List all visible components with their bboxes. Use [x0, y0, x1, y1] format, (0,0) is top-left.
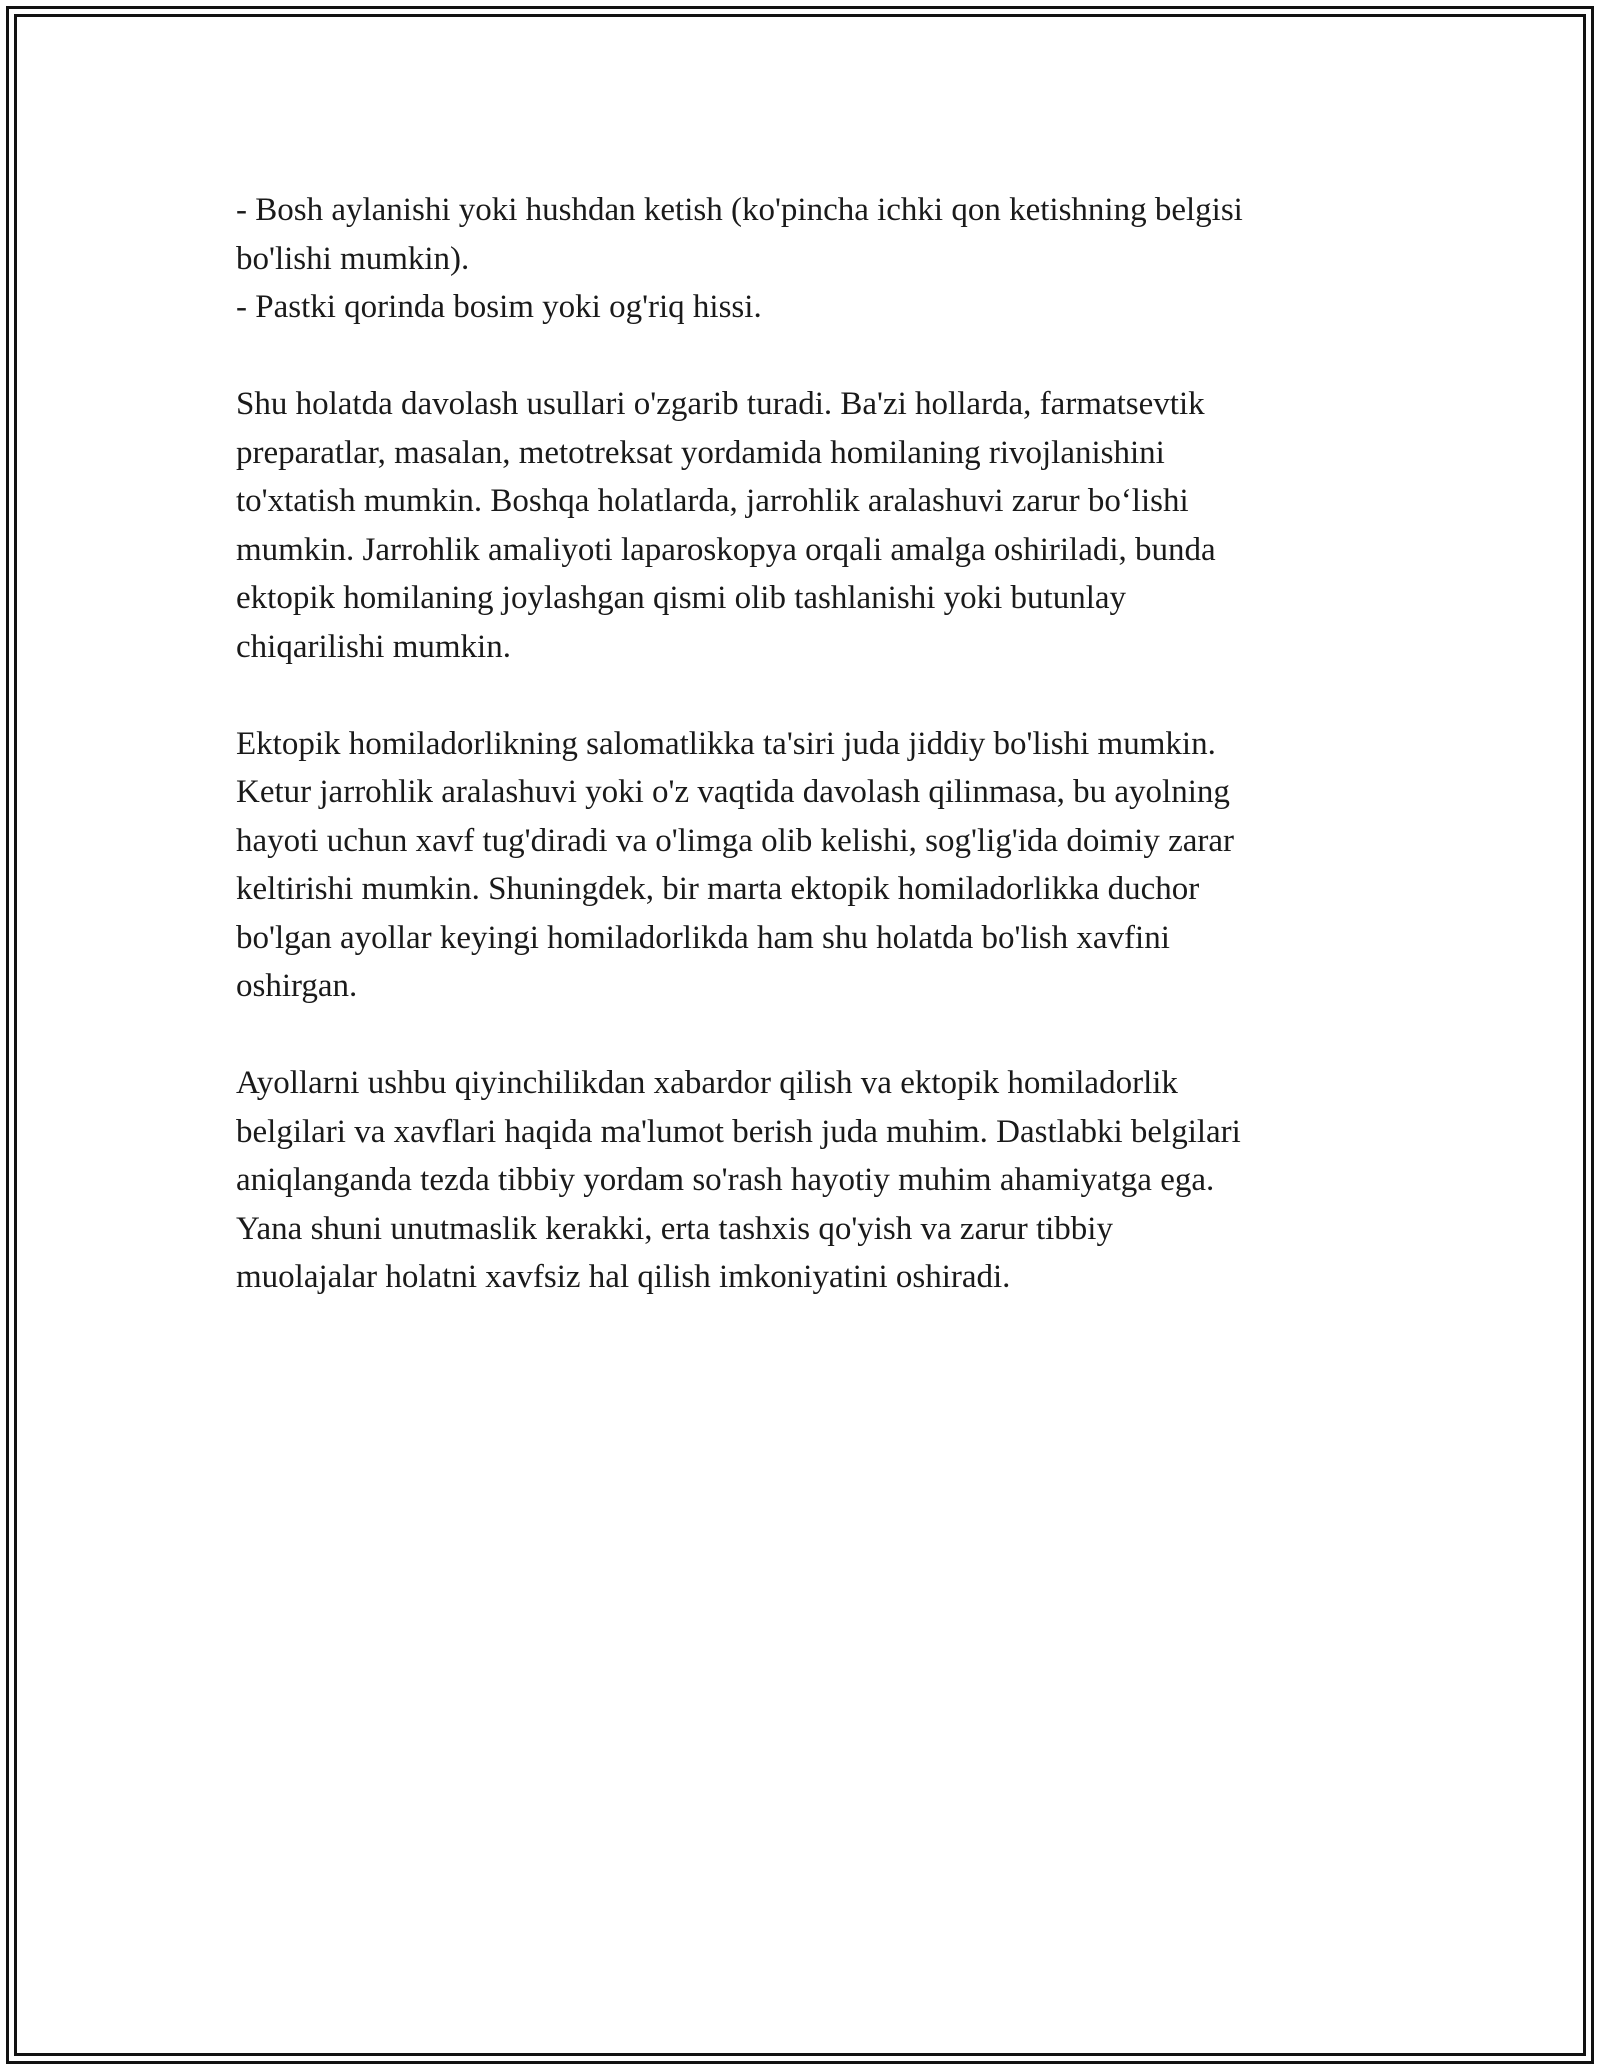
- bullet-list: [236, 186, 1366, 332]
- paragraph-spacer: [236, 332, 1366, 381]
- text-line: muolajalar holatni xavfsiz hal qilish imkoniyatini oshiradi.: [236, 1259, 1011, 1295]
- text-line: - Bosh aylanishi yoki hushdan ketish (ko'pincha ichki qon ketishning belgisi: [236, 192, 1243, 228]
- text-line: Ketur jarrohlik aralashuvi yoki o'z vaqtida davolash qilinmasa, bu ayolning: [236, 774, 1230, 810]
- text-line: oshirgan.: [236, 968, 358, 1004]
- text-line: belgilari va xavflari haqida ma'lumot berish juda muhim. Dastlabki belgilari: [236, 1113, 1241, 1150]
- list-item: [236, 186, 1366, 283]
- text-line: chiqarilishi mumkin.: [236, 628, 511, 665]
- text-line: - Pastki qorinda bosim yoki og'riq hissi.: [236, 289, 762, 325]
- text-line: keltirishi mumkin. Shuningdek, bir marta ektopik homiladorlikka duchor: [236, 871, 1200, 907]
- text-line: Shu holatda davolash usullari o'zgarib turadi. Ba'zi hollarda, farmatsevtik: [236, 386, 1205, 422]
- text-line: to'xtatish mumkin. Boshqa holatlarda, jarrohlik aralashuvi zarur bo‘lishi: [236, 483, 1189, 519]
- text-line: preparatlar, masalan, metotreksat yordamida homilaning rivojlanishini: [236, 434, 1165, 471]
- text-line: Ayollarni ushbu qiyinchilikdan xabardor qilish va ektopik homiladorlik: [236, 1065, 1178, 1101]
- text-line: bo'lgan ayollar keyingi homiladorlikda ham shu holatda bo'lish xavfini: [236, 919, 1170, 956]
- text-line: aniqlanganda tezda tibbiy yordam so'rash hayotiy muhim ahamiyatga ega.: [236, 1162, 1215, 1198]
- page-content: [236, 186, 1366, 1302]
- paragraph: [236, 380, 1366, 671]
- list-item: [236, 283, 1366, 332]
- text-line: Ektopik homiladorlikning salomatlikka ta'siri juda jiddiy bo'lishi mumkin.: [236, 725, 1216, 762]
- text-line: mumkin. Jarrohlik amaliyoti laparoskopya orqali amalga oshiriladi, bunda: [236, 531, 1216, 568]
- text-line: Yana shuni unutmaslik kerakki, erta tashxis qo'yish va zarur tibbiy: [236, 1210, 1113, 1247]
- paragraph: [236, 1059, 1366, 1302]
- text-line: bo'lishi mumkin).: [236, 240, 470, 277]
- paragraph: [236, 720, 1366, 1011]
- text-line: ektopik homilaning joylashgan qismi olib tashlanishi yoki butunlay: [236, 580, 1127, 616]
- text-line: hayoti uchun xavf tug'diradi va o'limga olib kelishi, sog'lig'ida doimiy zarar: [236, 822, 1234, 859]
- paragraph-spacer: [236, 1011, 1366, 1060]
- paragraph-spacer: [236, 671, 1366, 720]
